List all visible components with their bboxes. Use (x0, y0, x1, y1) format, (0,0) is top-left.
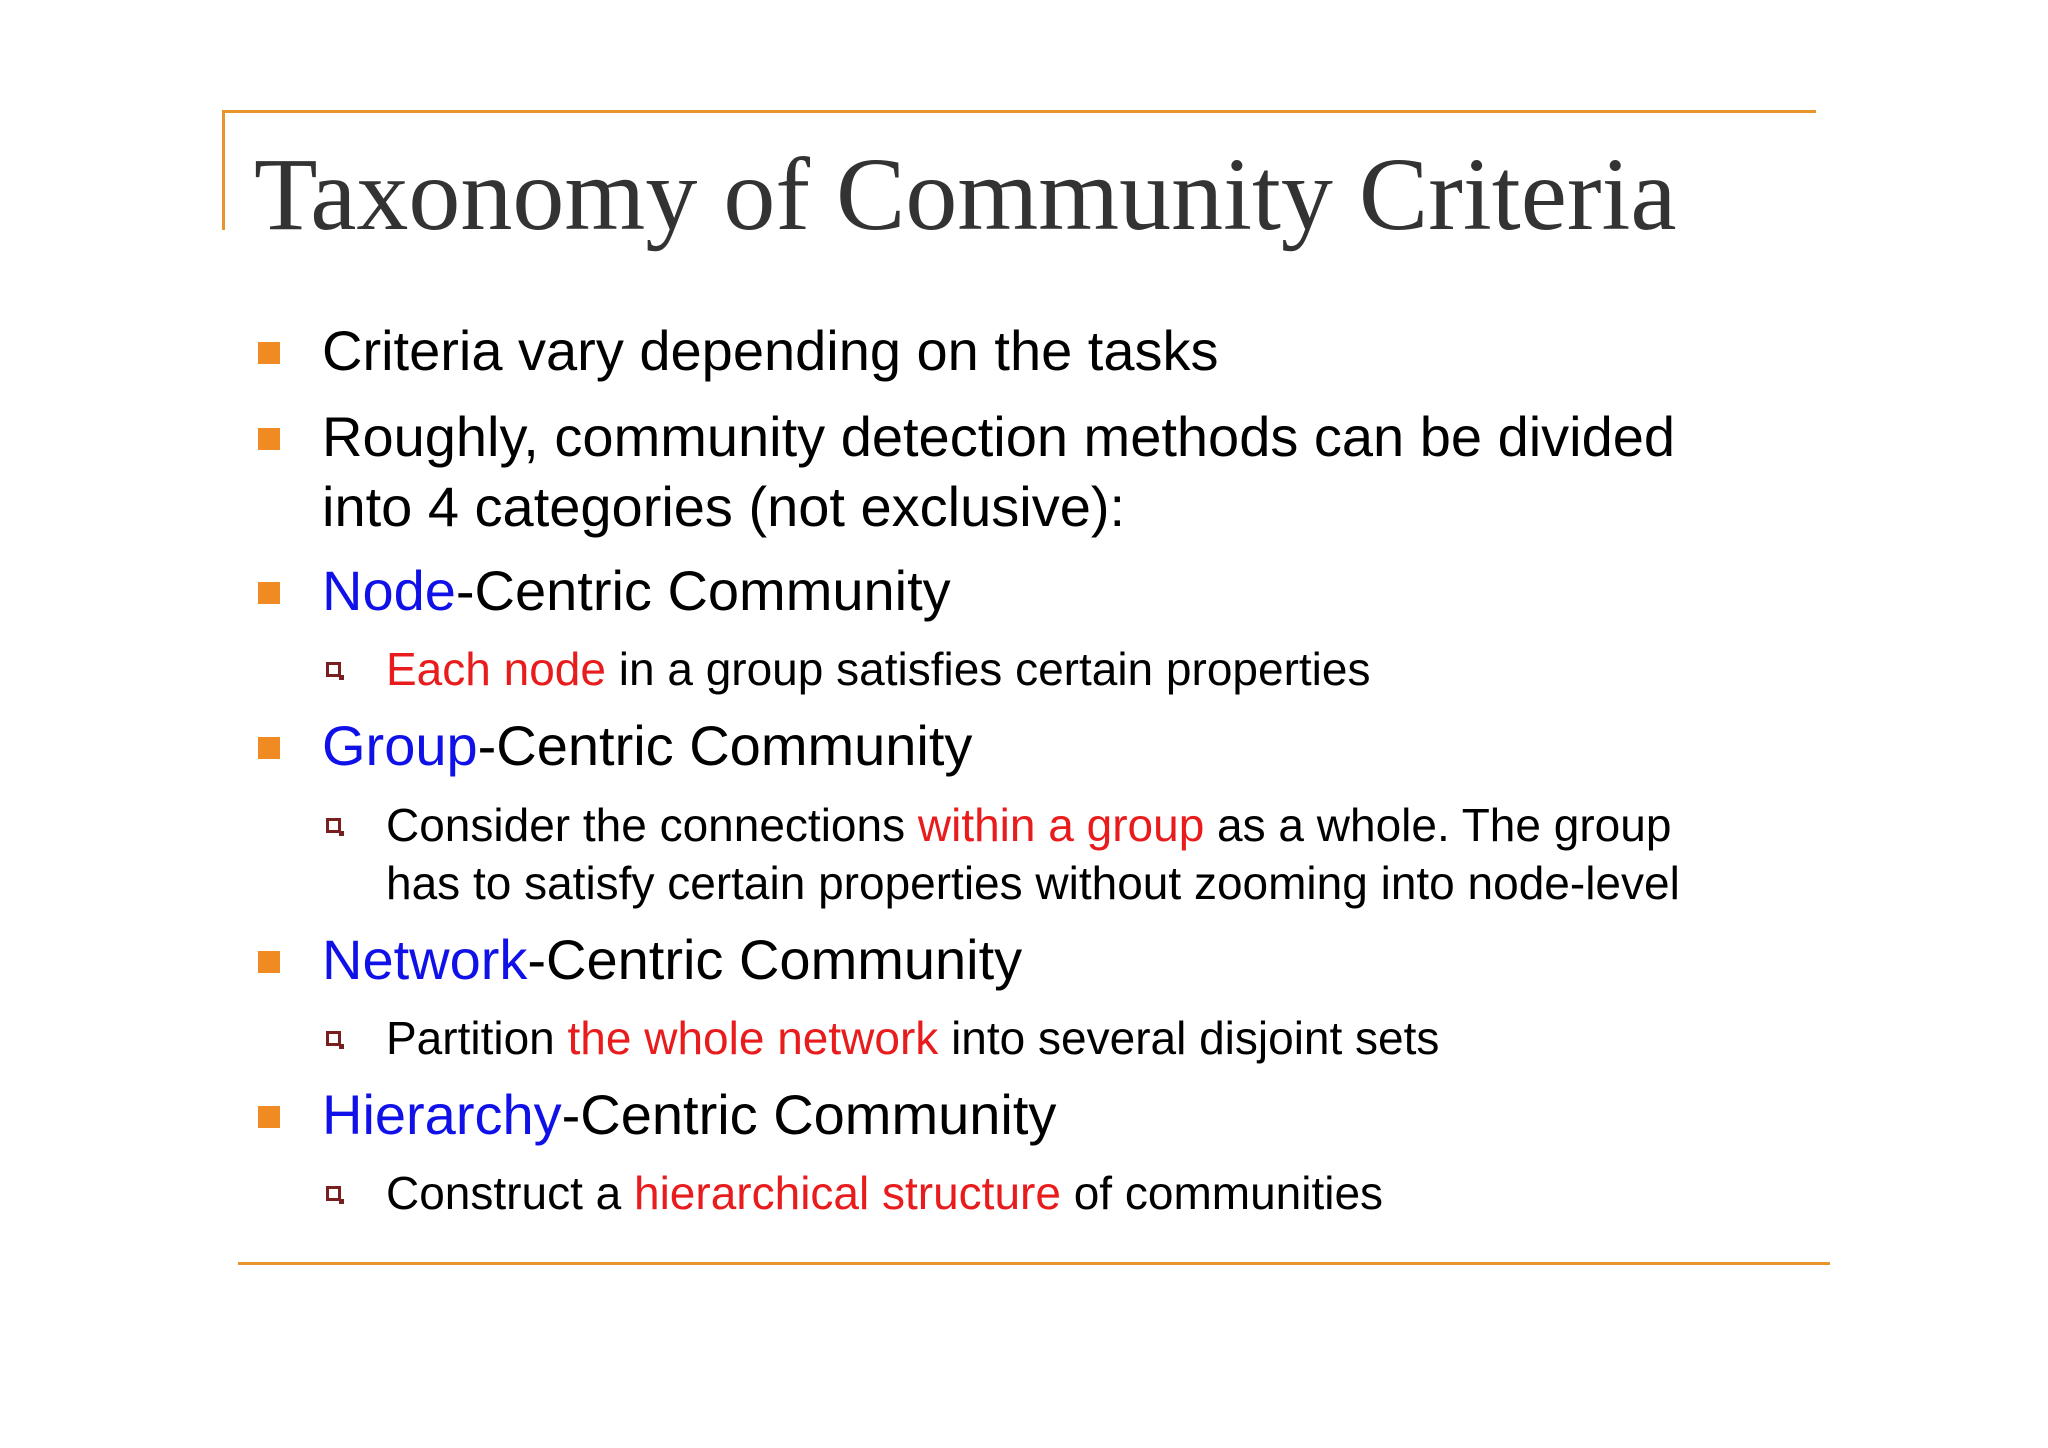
hollow-square-bullet-icon (326, 1186, 341, 1201)
sub-bullet-text (386, 796, 1906, 912)
square-bullet-icon (258, 1106, 280, 1128)
bullet-text (322, 925, 1882, 995)
category-suffix: -Centric Community (477, 714, 973, 777)
square-bullet-icon (258, 737, 280, 759)
sub-bullet-text (386, 640, 1906, 698)
hollow-square-bullet-icon (326, 818, 341, 833)
sub-bullet-rest: in a group satisfies certain properties (605, 643, 1371, 695)
square-bullet-icon (258, 951, 280, 973)
bullet-text (322, 402, 1882, 542)
hollow-square-bullet-icon (326, 1031, 341, 1046)
sub-bullet-rest: as a whole. The group (1204, 799, 1672, 851)
sub-bullet-rest: into several disjoint sets (938, 1012, 1440, 1064)
sub-bullet-rest: of communities (1060, 1167, 1384, 1219)
sub-bullet-line (386, 796, 1906, 854)
bullet-text (322, 711, 1882, 781)
category-suffix: -Centric Community (455, 559, 951, 622)
square-bullet-icon (258, 342, 280, 364)
bullet-text (322, 1080, 1882, 1150)
category-suffix: -Centric Community (561, 1083, 1057, 1146)
highlight-text: within a group (917, 799, 1205, 851)
highlight-text: the whole network (567, 1012, 939, 1064)
bullet-text (322, 556, 1882, 626)
category-keyword: Group (322, 714, 478, 777)
highlight-text: Each node (386, 643, 606, 695)
bullet-text: Criteria vary depending on the tasks (322, 319, 1219, 382)
bullet-text-line: into 4 categories (not exclusive): (322, 475, 1126, 538)
category-suffix: -Centric Community (527, 928, 1023, 991)
sub-bullet-pre: Construct a (386, 1167, 634, 1219)
bullet-text-line: Roughly, community detection methods can be divided (322, 405, 1676, 468)
highlight-text: hierarchical structure (634, 1167, 1061, 1219)
category-keyword: Hierarchy (322, 1083, 562, 1146)
sub-bullet-text (386, 1164, 1906, 1222)
bottom-rule (238, 1262, 1830, 1265)
category-keyword: Node (322, 559, 456, 622)
sub-bullet-pre: Consider the connections (386, 799, 918, 851)
sub-bullet-text (386, 1009, 1906, 1067)
hollow-square-bullet-icon (326, 662, 341, 677)
left-rule (222, 110, 225, 230)
slide-title: Taxonomy of Community Criteria (254, 137, 1677, 252)
square-bullet-icon (258, 428, 280, 450)
sub-bullet-pre: Partition (386, 1012, 568, 1064)
sub-bullet-line: has to satisfy certain properties without zooming into node-level (386, 857, 1680, 909)
square-bullet-icon (258, 582, 280, 604)
category-keyword: Network (322, 928, 528, 991)
top-rule (222, 110, 1816, 113)
